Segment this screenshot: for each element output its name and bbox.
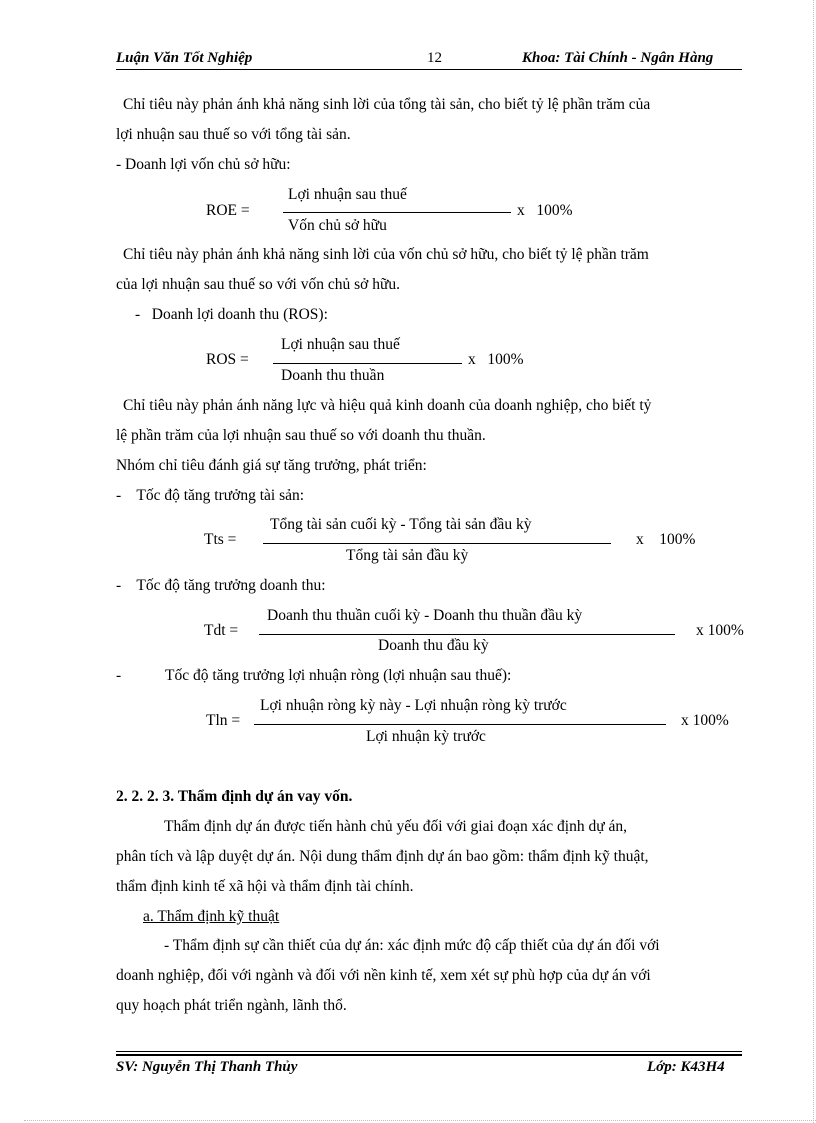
page-boundary-line [24,1120,816,1121]
ros-label: ROS = [206,351,249,368]
p3-line2: lệ phần trăm của lợi nhuận sau thuế so với doanh thu thuần. [116,427,486,444]
tdt-item: - Tốc độ tăng trưởng doanh thu: [116,577,326,594]
ros-denominator: Doanh thu thuần [281,367,385,384]
tln-label: Tln = [206,712,241,729]
header-right: Khoa: Tài Chính - Ngân Hàng [522,50,714,66]
page-number: 12 [427,50,442,66]
p2-line1: Chỉ tiêu này phản ánh khả năng sinh lời của vốn chủ sở hữu, cho biết tỷ lệ phần trăm [123,246,649,263]
p2-line2: của lợi nhuận sau thuế so với vốn chủ sở hữu. [116,276,400,293]
p3-line1: Chỉ tiêu này phản ánh năng lực và hiệu quả kinh doanh của doanh nghiệp, cho biết tỷ [123,397,652,414]
roe-fraction-bar [283,212,511,213]
footer-right: Lớp: K43H4 [647,1059,725,1075]
p1-line2: lợi nhuận sau thuế so với tổng tài sản. [116,126,351,143]
sub-heading: a. Thẩm định kỹ thuật [143,908,280,925]
p4-line3: thẩm định kinh tế xã hội và thẩm định tài chính. [116,878,414,895]
p5-line3: quy hoạch phát triển ngành, lãnh thổ. [116,997,347,1014]
section-heading: 2. 2. 2. 3. Thẩm định dự án vay vốn. [116,788,353,805]
tdt-denominator: Doanh thu đầu kỳ [378,637,489,654]
tln-denominator: Lợi nhuận kỳ trước [366,728,486,745]
tln-numerator: Lợi nhuận ròng kỳ này - Lợi nhuận ròng kỳ trước [260,697,567,714]
roe-label: ROE = [206,202,250,219]
ros-fraction-bar [273,363,462,364]
footer-rule-bottom [116,1054,742,1056]
tdt-label: Tdt = [204,622,239,639]
tln-item: Tốc độ tăng trưởng lợi nhuận ròng (lợi nhuận sau thuế): [165,667,512,684]
p4-line2: phân tích và lập duyệt dự án. Nội dung thẩm định dự án bao gồm: thẩm định kỹ thuật, [116,848,649,865]
ros-numerator: Lợi nhuận sau thuế [281,336,400,353]
tln-multiplier: x 100% [681,712,729,729]
group-title: Nhóm chỉ tiêu đánh giá sự tăng trưởng, phát triển: [116,457,427,474]
tts-label: Tts = [204,531,237,548]
p4-line1: Thẩm định dự án được tiến hành chủ yếu đối với giai đoạn xác định dự án, [164,818,628,835]
tts-denominator: Tổng tài sản đầu kỳ [346,547,469,564]
roe-item: - Doanh lợi vốn chủ sở hữu: [116,156,291,173]
p1-line1: Chỉ tiêu này phản ánh khả năng sinh lời của tổng tài sản, cho biết tỷ lệ phần trăm của [123,96,651,113]
p5-line2: doanh nghiệp, đối với ngành và đối với nền kinh tế, xem xét sự phù hợp của dự án với [116,967,651,984]
roe-multiplier: x 100% [517,202,573,219]
header-rule [116,69,742,70]
tln-fraction-bar [254,724,666,725]
tts-multiplier: x 100% [636,531,696,548]
header-left: Luận Văn Tốt Nghiệp [116,50,253,66]
footer-rule-top [116,1051,742,1052]
roe-denominator: Vốn chủ sở hữu [288,217,387,234]
p5-line1: - Thẩm định sự cần thiết của dự án: xác định mức độ cấp thiết của dự án đối với [164,937,660,954]
ros-item: - Doanh lợi doanh thu (ROS): [135,306,328,323]
page-boundary-edge [813,0,814,1123]
ros-multiplier: x 100% [468,351,524,368]
roe-numerator: Lợi nhuận sau thuế [288,186,407,203]
footer-left: SV: Nguyễn Thị Thanh Thủy [116,1059,298,1075]
tts-numerator: Tổng tài sản cuối kỳ - Tổng tài sản đầu kỳ [270,516,532,533]
tln-item-dash: - [116,667,122,684]
tdt-fraction-bar [259,634,675,635]
tts-fraction-bar [263,543,611,544]
tdt-numerator: Doanh thu thuần cuối kỳ - Doanh thu thuần đầu kỳ [267,607,583,624]
tts-item: - Tốc độ tăng trưởng tài sản: [116,487,305,504]
tdt-multiplier: x 100% [696,622,744,639]
